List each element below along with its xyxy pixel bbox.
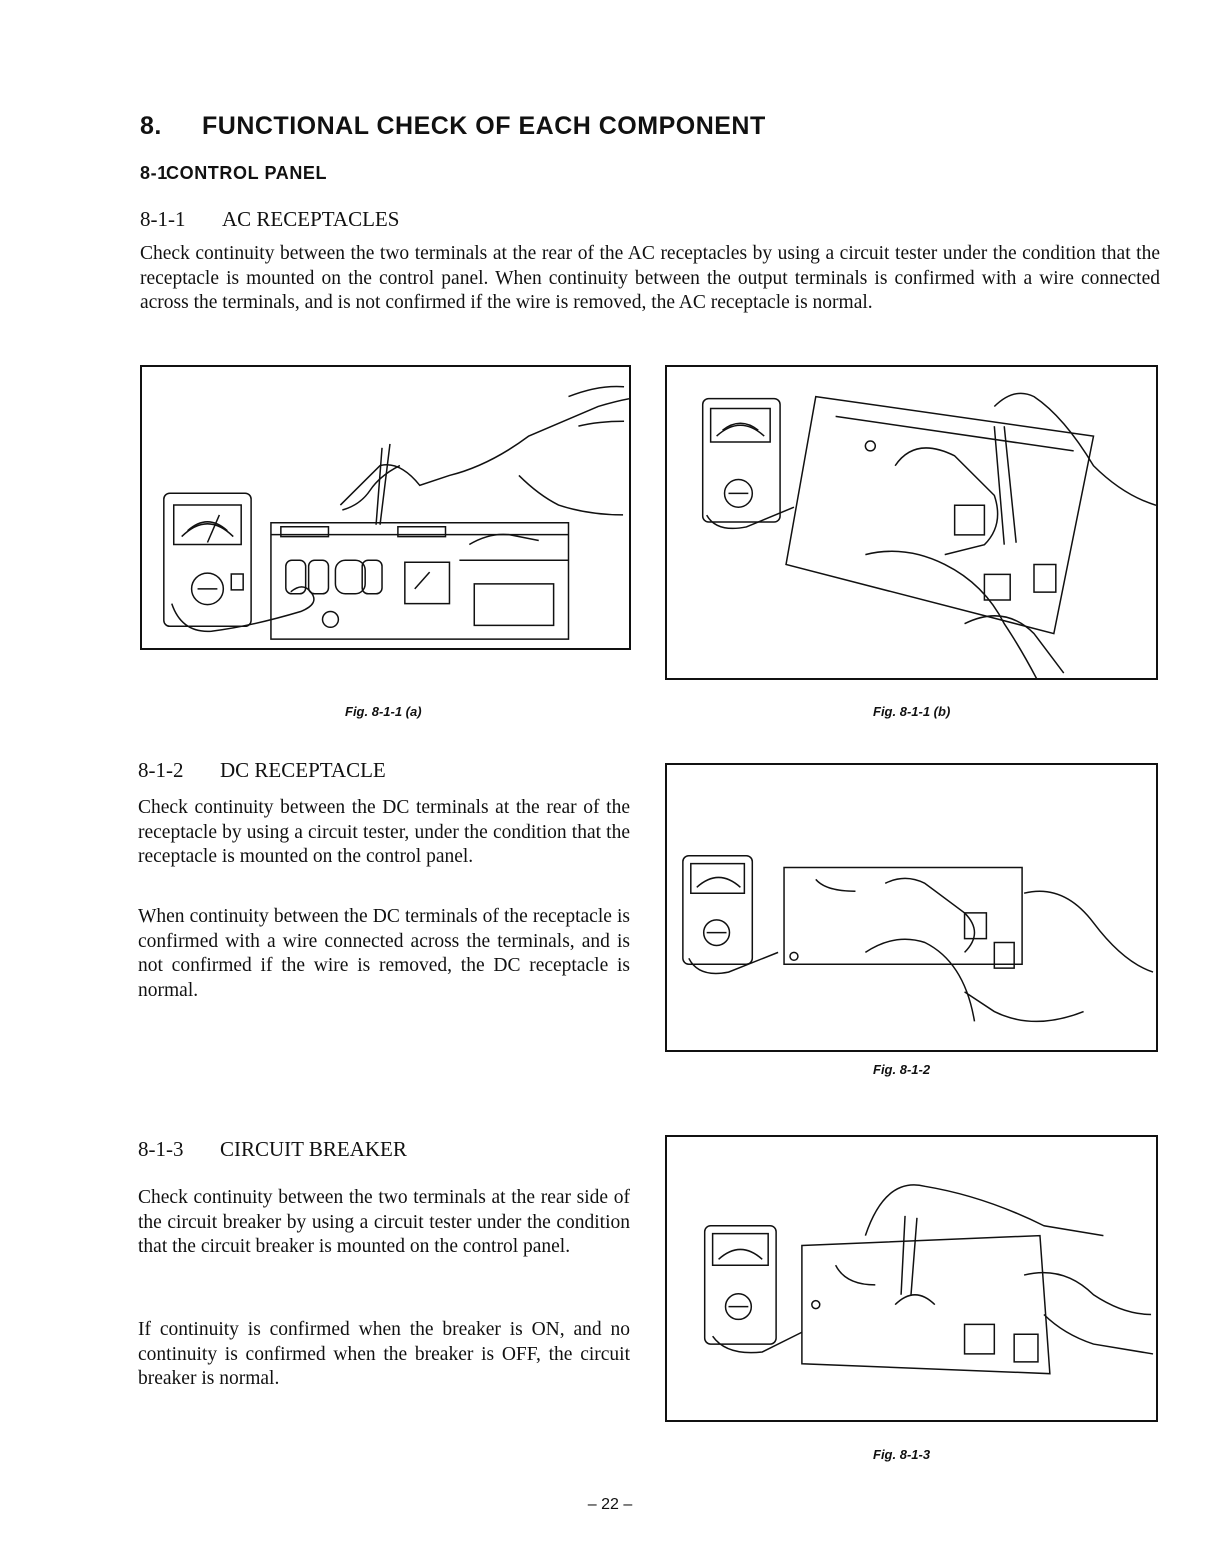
dc-receptacle-paragraph-2: When continuity between the DC terminals of the receptacle is confirmed with a wire connected across the terminals, and is not confirmed if the wire is removed, the DC receptacle is normal.	[138, 906, 630, 1001]
section-heading	[140, 112, 766, 141]
page-number: – 22 –	[587, 1496, 633, 1513]
item-title: AC RECEPTACLES	[222, 207, 400, 231]
item-title: DC RECEPTACLE	[220, 758, 386, 782]
subsection-number: 8-1	[140, 163, 168, 183]
section-number: 8.	[140, 112, 162, 140]
figure-caption: Fig. 8-1-1 (b)	[873, 704, 951, 719]
tester-on-panel-rear-illustration	[667, 367, 1156, 678]
item-heading-ac-receptacles	[140, 207, 399, 232]
section-title: FUNCTIONAL CHECK OF EACH COMPONENT	[202, 112, 766, 140]
figure-8-1-3	[665, 1135, 1158, 1422]
tester-on-control-panel-illustration	[142, 367, 629, 648]
dc-receptacle-paragraph-1: Check continuity between the DC terminals at the rear of the receptacle by using a circuit tester, under the condition that the receptacle is mounted on the control panel.	[138, 797, 630, 867]
tester-on-circuit-breaker-illustration	[667, 1137, 1156, 1420]
figure-caption: Fig. 8-1-1 (a)	[345, 704, 422, 719]
figure-8-1-2	[665, 763, 1158, 1052]
item-title: CIRCUIT BREAKER	[220, 1137, 407, 1161]
figure-caption: Fig. 8-1-3	[873, 1447, 931, 1462]
item-number: 8-1-2	[138, 758, 184, 782]
circuit-breaker-paragraph-1: Check continuity between the two terminals at the rear side of the circuit breaker by using a circuit tester under the condition that the circuit breaker is mounted on the control panel.	[138, 1187, 630, 1257]
subsection-heading	[140, 163, 327, 184]
circuit-breaker-paragraph-2: If continuity is confirmed when the breaker is ON, and no continuity is confirmed when the breaker is OFF, the circuit breaker is normal.	[138, 1319, 630, 1389]
ac-receptacles-paragraph: Check continuity between the two terminals at the rear of the AC receptacles by using a circuit tester under the condition that the receptacle is mounted on the control panel. When continuity between the output terminals is confirmed with a wire connected across the terminals, and is not confirmed if the wire is removed, the AC receptacle is normal.	[140, 243, 1160, 313]
item-heading-dc-receptacle	[138, 758, 386, 783]
figure-8-1-1-b	[665, 365, 1158, 680]
tester-on-dc-receptacle-illustration	[667, 765, 1156, 1050]
item-heading-circuit-breaker	[138, 1137, 407, 1162]
item-number: 8-1-1	[140, 207, 186, 231]
item-number: 8-1-3	[138, 1137, 184, 1161]
subsection-title: CONTROL PANEL	[166, 163, 328, 183]
figure-8-1-1-a	[140, 365, 631, 650]
figure-caption: Fig. 8-1-2	[873, 1062, 931, 1077]
